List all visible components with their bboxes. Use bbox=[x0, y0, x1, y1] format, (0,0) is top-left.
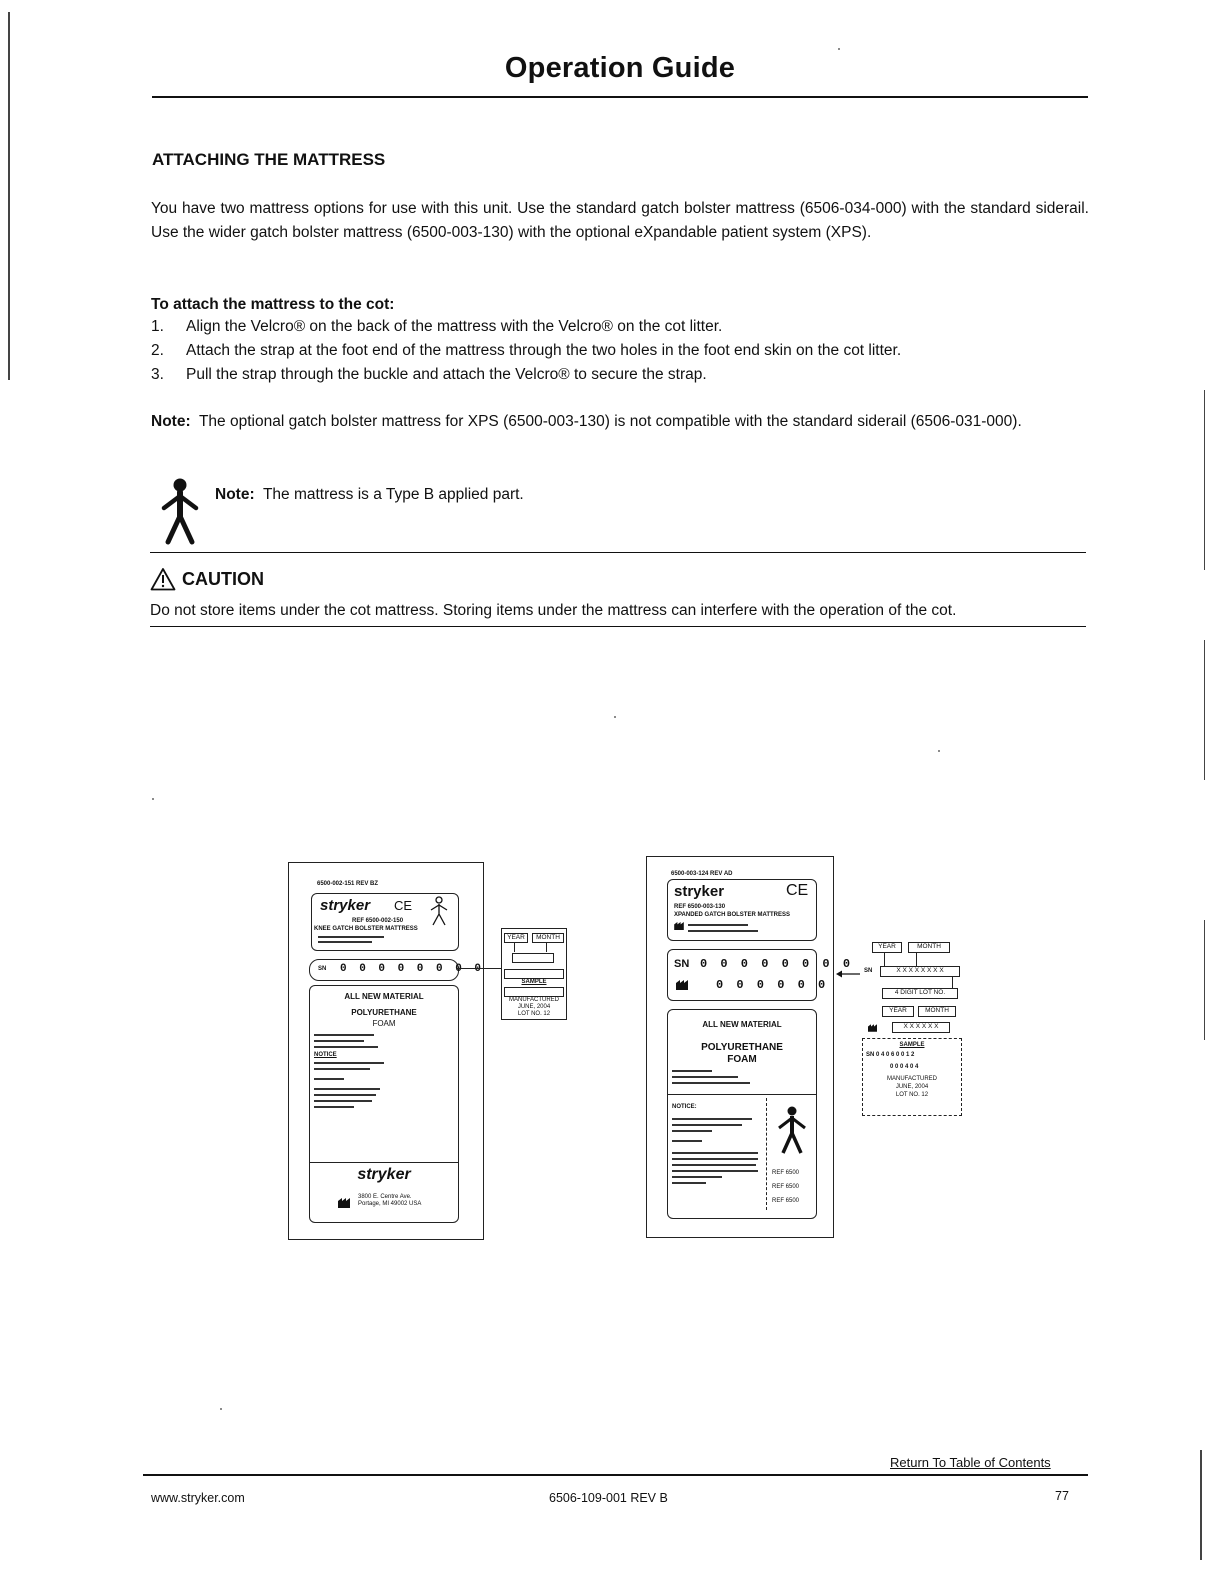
step-number: 1. bbox=[151, 318, 164, 335]
page-title: Operation Guide bbox=[504, 52, 736, 84]
note-text: The mattress is a Type B applied part. bbox=[262, 486, 524, 503]
sample-box bbox=[504, 987, 564, 997]
header-divider bbox=[152, 96, 1088, 98]
sn-prefix: SN bbox=[864, 968, 873, 974]
scan-edge-line bbox=[8, 12, 10, 380]
year-box: YEAR bbox=[504, 933, 528, 943]
fine-print-line bbox=[672, 1140, 702, 1142]
sample-serial: SN 0 4 0 6 0 0 1 2 bbox=[866, 1052, 915, 1058]
scan-speck bbox=[614, 716, 616, 718]
left-label-serial-box bbox=[309, 959, 485, 981]
steps-heading: To attach the mattress to the cot: bbox=[151, 296, 395, 313]
month-box: MONTH bbox=[918, 1006, 956, 1017]
scan-edge-line bbox=[1200, 1450, 1202, 1560]
steps-list bbox=[151, 315, 1089, 387]
material-line-3: FOAM bbox=[727, 1054, 757, 1065]
fine-print-line bbox=[314, 1078, 344, 1080]
notice-label: NOTICE bbox=[314, 1052, 337, 1058]
step-text: Align the Velcro® on the back of the mattress with the Velcro® on the cot litter. bbox=[186, 318, 723, 335]
key-connector bbox=[952, 976, 953, 988]
manufactured-label: MANUFACTURED bbox=[508, 997, 559, 1003]
type-b-applied-part-icon bbox=[776, 1106, 808, 1154]
material-line-2: POLYURETHANE bbox=[701, 1042, 783, 1053]
fine-print-line bbox=[318, 941, 372, 943]
sample-label: SAMPLE bbox=[521, 979, 547, 985]
return-to-toc-link[interactable]: Return To Table of Contents bbox=[890, 1455, 1051, 1470]
digit-box bbox=[512, 953, 554, 963]
fine-print-line bbox=[314, 1040, 364, 1042]
fine-print-line bbox=[314, 1062, 384, 1064]
scan-speck bbox=[220, 1408, 222, 1410]
right-label-ref: REF 6500-003-130 bbox=[674, 904, 726, 910]
key-connector bbox=[546, 942, 547, 952]
scan-speck bbox=[838, 48, 840, 50]
sample-lot: 0 0 0 4 0 4 bbox=[890, 1064, 919, 1070]
right-label-header-box bbox=[667, 879, 817, 941]
key-connector bbox=[916, 952, 917, 966]
sn-label: SN bbox=[318, 966, 327, 972]
material-line-3: FOAM bbox=[372, 1019, 396, 1028]
warning-triangle-icon bbox=[150, 567, 176, 591]
scan-speck bbox=[152, 798, 154, 800]
intro-paragraph: You have two mattress options for use with this unit. Use the standard gatch bolster mattress (6506-034-000) with the standard siderail. Use the wider gatch bolster mattress (6500-003-130) with the optional eXpandable patient system (XPS). bbox=[151, 200, 1089, 241]
caution-divider-bottom bbox=[150, 626, 1086, 627]
ref-code: REF 6500 bbox=[772, 1184, 800, 1190]
label-divider bbox=[668, 1094, 816, 1095]
lot-number: LOT NO. 12 bbox=[895, 1092, 929, 1098]
material-line-1: ALL NEW MATERIAL bbox=[344, 992, 424, 1001]
right-label-brand: stryker bbox=[674, 883, 725, 900]
left-label-ref: REF 6500-002-150 bbox=[352, 918, 404, 924]
scan-edge-line bbox=[1204, 640, 1205, 780]
caution-heading bbox=[150, 567, 264, 591]
left-label-brand-bottom: stryker bbox=[357, 1166, 411, 1183]
fine-print-line bbox=[672, 1164, 756, 1166]
type-b-applied-part-icon bbox=[160, 478, 200, 544]
step-number: 3. bbox=[151, 366, 164, 383]
fine-print-line bbox=[314, 1046, 378, 1048]
sn-digits-box: X X X X X X X X bbox=[880, 966, 960, 977]
fine-print-line bbox=[672, 1118, 752, 1120]
fine-print-line bbox=[314, 1094, 376, 1096]
fine-print-line bbox=[314, 1100, 372, 1102]
ce-mark: CE bbox=[786, 882, 809, 899]
fine-print-line bbox=[672, 1076, 738, 1078]
applied-part-note bbox=[215, 486, 524, 504]
callout-line bbox=[456, 968, 501, 969]
ref-code: REF 6500 bbox=[772, 1198, 800, 1204]
note-label: Note: bbox=[215, 486, 255, 503]
label-divider bbox=[310, 1162, 458, 1163]
section-heading: ATTACHING THE MATTRESS bbox=[152, 150, 386, 169]
fine-print-line bbox=[672, 1124, 742, 1126]
left-label-material-box bbox=[309, 985, 459, 1223]
compatibility-note bbox=[151, 410, 1089, 434]
manufacturer-address: 3800 E. Centre Ave. Portage, MI 49002 USA bbox=[358, 1194, 422, 1207]
material-line-2: POLYURETHANE bbox=[351, 1008, 417, 1017]
caution-text: Do not store items under the cot mattress. Storing items under the mattress can interfere with the operation of the cot. bbox=[150, 602, 957, 619]
scan-speck bbox=[938, 750, 940, 752]
manufacturer-icon bbox=[676, 980, 688, 990]
fine-print-line bbox=[314, 1034, 374, 1036]
caution-title: CAUTION bbox=[182, 568, 264, 589]
step-item bbox=[151, 315, 1089, 339]
fine-print-line bbox=[314, 1106, 354, 1108]
label-column-divider bbox=[766, 1098, 767, 1210]
sn-label: SN bbox=[674, 958, 690, 970]
manufactured-date: JUNE, 2004 bbox=[895, 1084, 929, 1090]
note-label: Note: bbox=[151, 413, 191, 430]
fine-print-line bbox=[314, 1088, 380, 1090]
right-mattress-label bbox=[646, 856, 854, 1238]
fine-print-line bbox=[318, 936, 384, 938]
left-label-part-rev: 6500-002-151 REV BZ bbox=[317, 881, 379, 887]
right-label-product: XPANDED GATCH BOLSTER MATTRESS bbox=[674, 912, 791, 918]
callout-arrow-icon bbox=[836, 969, 860, 979]
month-box: MONTH bbox=[908, 942, 950, 953]
lot-digits-box: 4 DIGIT LOT NO. bbox=[882, 988, 958, 999]
lot-box bbox=[504, 969, 564, 979]
fine-print-line bbox=[672, 1152, 758, 1154]
right-label-serial-box bbox=[667, 949, 854, 1001]
right-label-material-box bbox=[667, 1009, 817, 1219]
fine-print-line bbox=[672, 1130, 712, 1132]
serial-number: 0 0 0 0 0 0 0 0 bbox=[340, 963, 485, 975]
applied-part-icon bbox=[428, 896, 450, 926]
scan-edge-line bbox=[1204, 390, 1205, 570]
step-item bbox=[151, 339, 1089, 363]
material-line-1: ALL NEW MATERIAL bbox=[702, 1020, 782, 1029]
key-connector bbox=[514, 942, 515, 952]
sample-label: SAMPLE bbox=[899, 1042, 925, 1048]
key-connector bbox=[884, 952, 885, 966]
lot-number: 0 0 0 0 0 0 bbox=[716, 978, 829, 992]
manufacturer-icon bbox=[868, 1024, 877, 1032]
fine-print-line bbox=[672, 1182, 706, 1184]
step-text: Attach the strap at the foot end of the mattress through the two holes in the foot end skin on the cot litter. bbox=[186, 342, 902, 359]
footer-doc-number: 6506-109-001 REV B bbox=[549, 1491, 668, 1505]
manufactured-date: JUNE, 2004 bbox=[517, 1004, 551, 1010]
serial-number: 0 0 0 0 0 0 0 0 bbox=[700, 957, 854, 971]
fine-print-line bbox=[672, 1082, 750, 1084]
step-number: 2. bbox=[151, 342, 164, 359]
fine-print-line bbox=[314, 1068, 370, 1070]
fine-print-line bbox=[672, 1170, 758, 1172]
fine-print-line bbox=[672, 1158, 758, 1160]
left-label-product: KNEE GATCH BOLSTER MATTRESS bbox=[314, 926, 418, 932]
left-label-header-box bbox=[311, 893, 459, 951]
ce-mark: CE bbox=[394, 898, 413, 913]
fine-print-line bbox=[688, 930, 758, 932]
manufacturer-icon bbox=[674, 922, 684, 930]
right-serial-key bbox=[862, 938, 962, 1118]
left-serial-key bbox=[501, 928, 567, 1020]
page-number: 77 bbox=[1055, 1489, 1069, 1503]
month-box: MONTH bbox=[532, 933, 564, 943]
left-mattress-label bbox=[288, 862, 484, 1240]
ref-code: REF 6500 bbox=[772, 1170, 800, 1176]
footer-website: www.stryker.com bbox=[151, 1491, 245, 1505]
scan-edge-line bbox=[1204, 920, 1205, 1040]
caution-divider-top bbox=[150, 552, 1086, 553]
step-item bbox=[151, 363, 1089, 387]
left-label-brand: stryker bbox=[320, 897, 371, 914]
step-text: Pull the strap through the buckle and attach the Velcro® to secure the strap. bbox=[186, 366, 707, 383]
year-box: YEAR bbox=[882, 1006, 914, 1017]
fine-print-line bbox=[688, 924, 748, 926]
fine-print-line bbox=[672, 1176, 722, 1178]
note-text: The optional gatch bolster mattress for XPS (6500-003-130) is not compatible with the standard siderail (6506-031-000). bbox=[198, 413, 1022, 430]
lot-number: LOT NO. 12 bbox=[517, 1011, 551, 1017]
manufacturer-icon bbox=[338, 1198, 350, 1208]
lot-digits-box: X X X X X X bbox=[892, 1022, 950, 1033]
fine-print-line bbox=[672, 1070, 712, 1072]
year-box: YEAR bbox=[872, 942, 902, 953]
right-label-part-rev: 6500-003-124 REV AD bbox=[671, 871, 733, 877]
notice-label: NOTICE: bbox=[672, 1104, 697, 1110]
footer-divider bbox=[143, 1474, 1088, 1476]
manufactured-label: MANUFACTURED bbox=[886, 1076, 937, 1082]
